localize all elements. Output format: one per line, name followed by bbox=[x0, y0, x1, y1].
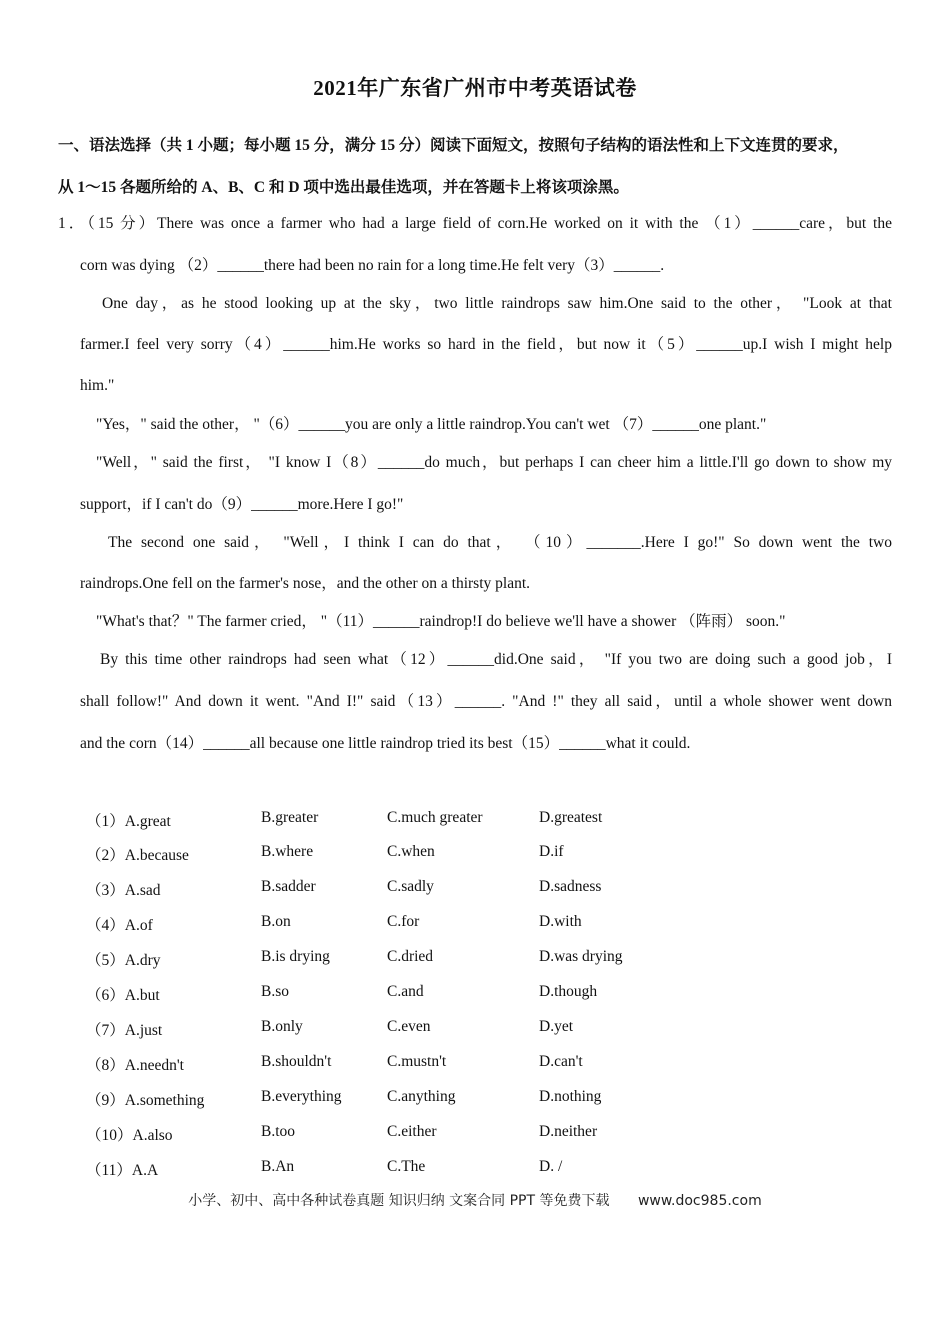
page-footer bbox=[0, 1190, 950, 1210]
section-instructions-line2: 从 1～15 各题所给的 A、B、C 和 D 项中选出最佳选项，并在答题卡上将该项涂黑。 bbox=[58, 179, 629, 196]
option-b: B.so bbox=[261, 983, 289, 1000]
passage-line: and the corn（14）______all because one little raindrop tried its best（15）______what it could. bbox=[80, 735, 691, 752]
option-b: B.is drying bbox=[261, 948, 330, 965]
option-d: D.nothing bbox=[539, 1088, 602, 1105]
passage-line: "What's that？" The farmer cried， "（11）______raindrop!I do believe we'll have a shower （阵雨） soon." bbox=[96, 613, 786, 630]
option-c: C.and bbox=[387, 983, 424, 1000]
option-a: （6）A.but bbox=[86, 987, 160, 1004]
option-c: C.The bbox=[387, 1158, 426, 1175]
option-a: （10）A.also bbox=[86, 1127, 173, 1144]
option-a: （4）A.of bbox=[86, 917, 153, 934]
passage-line: By this time other raindrops had seen what（12）______did.One said， "If you two are doing such a good job，I bbox=[100, 651, 892, 668]
option-d: D.with bbox=[539, 913, 582, 930]
option-b: B.everything bbox=[261, 1088, 342, 1105]
option-d: D.can't bbox=[539, 1053, 583, 1070]
option-b: B.An bbox=[261, 1158, 295, 1175]
option-a: （11）A.A bbox=[86, 1162, 159, 1179]
passage-line: "Yes，" said the other， "（6）______you are only a little raindrop.You can't wet （7）______one plant." bbox=[96, 416, 767, 433]
option-c: C.mustn't bbox=[387, 1053, 447, 1070]
footer-text: 小学、初中、高中各种试卷真题 知识归纳 文案合同 PPT 等免费下载 bbox=[188, 1193, 610, 1209]
passage-line: him." bbox=[80, 377, 115, 394]
option-b: B.too bbox=[261, 1123, 296, 1140]
passage-line: The second one said， "Well，I think I can do that， （10）_______.Here I go!" So down went the two bbox=[108, 534, 892, 551]
option-c: C.either bbox=[387, 1123, 437, 1140]
option-a: （8）A.needn't bbox=[86, 1057, 184, 1074]
option-b: B.on bbox=[261, 913, 291, 930]
option-c: C.anything bbox=[387, 1088, 456, 1105]
option-a: （1）A.great bbox=[86, 813, 171, 830]
option-b: B.shouldn't bbox=[261, 1053, 332, 1070]
option-d: D.sadness bbox=[539, 878, 602, 895]
option-a: （2）A.because bbox=[86, 847, 189, 864]
passage-line: farmer.I feel very sorry（4）______him.He works so hard in the field，but now it（5）______up.I wish I might help bbox=[80, 336, 892, 353]
option-a: （3）A.sad bbox=[86, 882, 161, 899]
passage-line: 1．（15 分）There was once a farmer who had a large field of corn.He worked on it with the （1）______care，but the bbox=[58, 215, 892, 232]
option-b: B.where bbox=[261, 843, 314, 860]
option-c: C.much greater bbox=[387, 809, 483, 826]
passage-line: One day，as he stood looking up at the sky，two little raindrops saw him.One said to the other， "Look at that bbox=[102, 295, 892, 312]
page-title: 2021年广东省广州市中考英语试卷 bbox=[313, 76, 637, 100]
option-a: （5）A.dry bbox=[86, 952, 161, 969]
section-instructions-line1: 一、语法选择（共 1 小题；每小题 15 分，满分 15 分）阅读下面短文，按照句子结构的语法性和上下文连贯的要求， bbox=[58, 137, 849, 154]
passage-line: raindrops.One fell on the farmer's nose，and the other on a thirsty plant. bbox=[80, 575, 531, 592]
option-c: C.when bbox=[387, 843, 435, 860]
passage-line: "Well，" said the first， "I know I（8）______do much，but perhaps I can cheer him a little.I'll go down to show my bbox=[96, 454, 892, 471]
option-b: B.only bbox=[261, 1018, 303, 1035]
option-c: C.even bbox=[387, 1018, 431, 1035]
option-c: C.sadly bbox=[387, 878, 434, 895]
option-b: B.sadder bbox=[261, 878, 316, 895]
option-d: D.greatest bbox=[539, 809, 603, 826]
option-d: D.though bbox=[539, 983, 598, 1000]
option-c: C.for bbox=[387, 913, 420, 930]
option-b: B.greater bbox=[261, 809, 319, 826]
footer-url[interactable]: www.doc985.com bbox=[637, 1193, 762, 1209]
option-d: D.if bbox=[539, 843, 564, 860]
passage-line: shall follow!" And down it went. "And I!" said（13）______. "And !" they all said，until a whole shower went down bbox=[80, 693, 892, 710]
option-d: D.yet bbox=[539, 1018, 574, 1035]
option-c: C.dried bbox=[387, 948, 434, 965]
option-a: （7）A.just bbox=[86, 1022, 163, 1039]
option-d: D. / bbox=[539, 1158, 563, 1175]
option-d: D.was drying bbox=[539, 948, 623, 965]
passage-line: support，if I can't do（9）______more.Here I go!" bbox=[80, 496, 404, 513]
option-d: D.neither bbox=[539, 1123, 598, 1140]
option-a: （9）A.something bbox=[86, 1092, 205, 1109]
passage-line: corn was dying （2）______there had been no rain for a long time.He felt very（3）______. bbox=[80, 257, 665, 274]
